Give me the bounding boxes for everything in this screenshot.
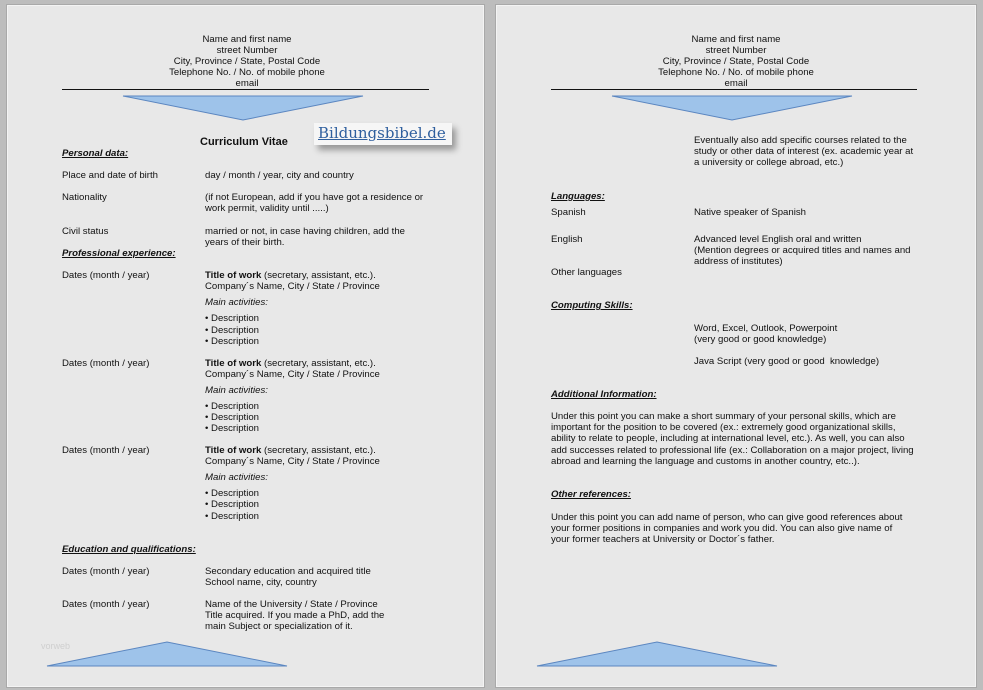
experience-description: • Description [205, 325, 260, 336]
references-text: your former teachers at University or Doctor´s father. [551, 534, 775, 545]
header-street: street Number [705, 45, 767, 56]
cv-page-1 [6, 4, 485, 688]
experience-description: • Description [205, 401, 260, 412]
section-personal-data: Personal data: [62, 148, 129, 159]
experience-company: Company´s Name, City / State / Province [205, 281, 380, 292]
cv-title: Curriculum Vitae [200, 136, 288, 148]
language-label: Other languages [551, 267, 622, 278]
header-name: Name and first name [202, 34, 292, 45]
references-text: your former positions in companies and work you did. You can also give name of [551, 523, 893, 534]
section-education: Education and qualifications: [62, 544, 196, 555]
education-detail: Secondary education and acquired title [205, 566, 371, 577]
education-detail: School name, city, country [205, 577, 317, 588]
contact-header [97, 34, 397, 89]
personal-label: Civil status [62, 226, 109, 237]
experience-description: • Description [205, 511, 260, 522]
cv-page-2 [495, 4, 977, 688]
down-arrow-banner [611, 95, 853, 121]
header-city: City, Province / State, Postal Code [662, 56, 810, 67]
experience-company: Company´s Name, City / State / Province [205, 456, 380, 467]
additional-text: ability to relate to people, including at international level, etc.). As well, you can also [551, 433, 905, 444]
language-level: Native speaker of Spanish [694, 207, 806, 218]
job-title: Title of work [205, 445, 262, 456]
computing-skill: Java Script (very good or good knowledge) [694, 356, 880, 367]
language-level: address of institutes) [694, 256, 783, 267]
header-divider [551, 89, 917, 90]
logo: Bildungsbibel.de [314, 123, 452, 145]
experience-title-line [205, 358, 376, 369]
header-city: City, Province / State, Postal Code [173, 56, 321, 67]
experience-activities-label: Main activities: [205, 297, 268, 308]
header-email: email [235, 78, 259, 89]
intro-text: Eventually also add specific courses related to the [694, 135, 907, 146]
experience-description: • Description [205, 313, 260, 324]
section-other-references: Other references: [551, 489, 631, 500]
language-label: Spanish [551, 207, 586, 218]
personal-value: work permit, validity until .....) [205, 203, 329, 214]
experience-date: Dates (month / year) [62, 358, 150, 369]
job-title: Title of work [205, 358, 262, 369]
personal-label: Place and date of birth [62, 170, 159, 181]
education-detail: main Subject or specialization of it. [205, 621, 353, 632]
personal-value: years of their birth. [205, 237, 285, 248]
up-arrow-banner [46, 641, 288, 667]
job-title-detail: (secretary, assistant, etc.). [261, 358, 376, 369]
personal-value: day / month / year, city and country [205, 170, 354, 181]
header-phone: Telephone No. / No. of mobile phone [658, 67, 814, 78]
header-email: email [724, 78, 748, 89]
personal-value: (if not European, add if you have got a residence or [205, 192, 424, 203]
personal-label: Nationality [62, 192, 107, 203]
section-additional-information: Additional Information: [551, 389, 657, 400]
section-professional-experience: Professional experience: [62, 248, 176, 259]
job-title-detail: (secretary, assistant, etc.). [261, 270, 376, 281]
additional-text: Under this point you can make a short summary of your personal skills, which are [551, 411, 896, 422]
experience-description: • Description [205, 336, 260, 347]
up-arrow-banner [536, 641, 778, 667]
education-detail: Title acquired. If you made a PhD, add the [205, 610, 385, 621]
section-computing-skills: Computing Skills: [551, 300, 633, 311]
experience-title-line [205, 445, 376, 456]
language-label: English [551, 234, 583, 245]
education-date: Dates (month / year) [62, 599, 150, 610]
experience-date: Dates (month / year) [62, 445, 150, 456]
experience-title-line [205, 270, 376, 281]
experience-description: • Description [205, 499, 260, 510]
additional-text: add successes related to professional life (ex.: Collaboration on a major project, living [551, 445, 914, 456]
job-title-detail: (secretary, assistant, etc.). [261, 445, 376, 456]
education-date: Dates (month / year) [62, 566, 150, 577]
experience-activities-label: Main activities: [205, 472, 268, 483]
experience-company: Company´s Name, City / State / Province [205, 369, 380, 380]
intro-text: study or other data of interest (ex. academic year at [694, 146, 914, 157]
header-name: Name and first name [691, 34, 781, 45]
computing-skill: Word, Excel, Outlook, Powerpoint [694, 323, 838, 334]
education-detail: Name of the University / State / Province [205, 599, 378, 610]
watermark: vorweb [41, 641, 71, 651]
down-arrow-banner [122, 95, 364, 121]
section-languages: Languages: [551, 191, 605, 202]
intro-text: a university or college abroad, etc.) [694, 157, 844, 168]
header-divider [62, 89, 429, 90]
references-text: Under this point you can add name of person, who can give good references about [551, 512, 903, 523]
additional-text: abroad and learning the language and customs in another country, etc..). [551, 456, 860, 467]
language-level: (Mention degrees or acquired titles and names and [694, 245, 911, 256]
header-phone: Telephone No. / No. of mobile phone [169, 67, 325, 78]
computing-skill: (very good or good knowledge) [694, 334, 827, 345]
language-level: Advanced level English oral and written [694, 234, 862, 245]
experience-description: • Description [205, 423, 260, 434]
contact-header [586, 34, 886, 89]
experience-date: Dates (month / year) [62, 270, 150, 281]
experience-description: • Description [205, 412, 260, 423]
header-street: street Number [216, 45, 278, 56]
additional-text: important for the position to be covered (ex.: extremely good organizational skills, [551, 422, 896, 433]
job-title: Title of work [205, 270, 262, 281]
experience-description: • Description [205, 488, 260, 499]
personal-value: married or not, in case having children, add the [205, 226, 405, 237]
experience-activities-label: Main activities: [205, 385, 268, 396]
